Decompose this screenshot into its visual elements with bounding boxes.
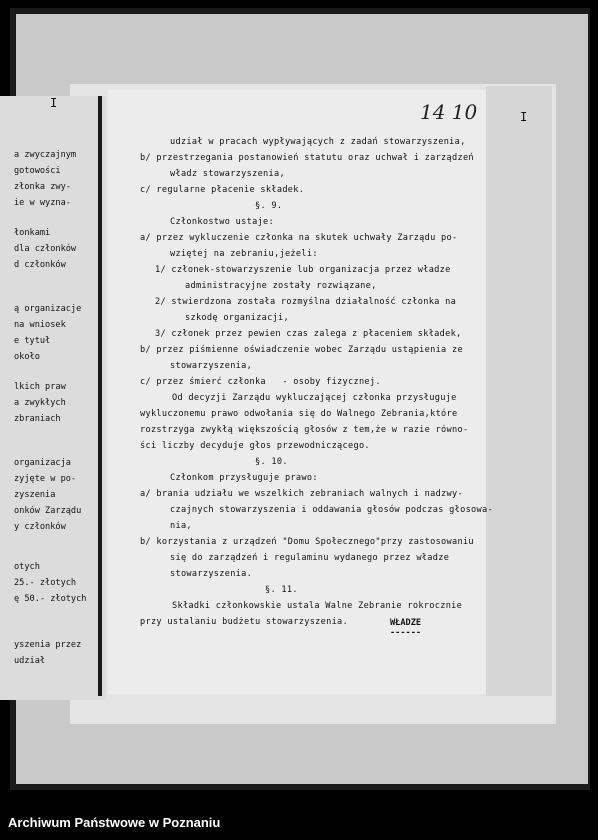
document-line: Od decyzji Zarządu wykluczającej członka przysługuje — [172, 393, 457, 403]
page-fold-line — [98, 96, 102, 696]
left-page-line: a zwyczajnym — [14, 150, 77, 160]
document-line: rozstrzyga zwykłą większością głosów z tem,że w razie równo- — [140, 425, 469, 435]
document-line: Członkom przysługuje prawo: — [170, 473, 318, 483]
left-page-line: y członków — [14, 522, 66, 532]
document-line: wziętej na zebraniu,jeżeli: — [170, 249, 318, 259]
left-page-line: ą organizacje — [14, 304, 82, 314]
left-page-line: onków Zarządu — [14, 506, 82, 516]
document-line: b/ przez piśmienne oświadczenie wobec Zarządu ustąpienia ze — [140, 345, 463, 355]
left-page-line: zbraniach — [14, 414, 61, 424]
left-page-line: organizacja — [14, 458, 71, 468]
heading-wladze: WŁADZE — [390, 618, 422, 628]
document-line: stowarzyszenia. — [170, 569, 253, 579]
document-line: się do zarządzeń i regulaminu wydanego przez władze — [170, 553, 450, 563]
document-line: szkodę organizacji, — [185, 313, 290, 323]
left-page-line: yszenia przez — [14, 640, 82, 650]
document-line: c/ przez śmierć członka - osoby fizycznej. — [140, 377, 381, 387]
document-line: administracyjne zostały rozwiązane, — [185, 281, 377, 291]
document-line: §. 9. — [255, 201, 283, 211]
left-page-line: około — [14, 352, 40, 362]
left-page-line: otych — [14, 562, 40, 572]
document-line: c/ regularne płacenie składek. — [140, 185, 305, 195]
document-line: stowarzyszenia, — [170, 361, 253, 371]
left-page-line: złonka zwy- — [14, 182, 71, 192]
side-mark-right: I — [520, 110, 528, 124]
document-line: a/ brania udziału we wszelkich zebraniach walnych i nadzwy- — [140, 489, 463, 499]
right-page-edge — [486, 86, 552, 696]
side-mark-left: I — [50, 96, 58, 110]
archive-name: Archiwum Państwowe w Poznaniu — [8, 815, 221, 830]
left-page-line: ę 50.- złotych — [14, 594, 87, 604]
document-line: §. 11. — [265, 585, 298, 595]
left-page-line: udział — [14, 656, 46, 666]
document-line: nia, — [170, 521, 192, 531]
document-line: czajnych stowarzyszenia i oddawania głosów podczas głosowa- — [170, 505, 493, 515]
document-line: b/ korzystania z urządzeń "Domu Społecznego"przy zastosowaniu — [140, 537, 474, 547]
left-page-line: łonkami — [14, 228, 51, 238]
document-line: 1/ członek-stowarzyszenie lub organizacja przez władze — [155, 265, 451, 275]
document-line: udział w pracach wypływających z zadań stowarzyszenia, — [170, 137, 466, 147]
document-line: ści liczby decyduje głos przewodniczącego. — [140, 441, 370, 451]
left-page-line: zyszenia — [14, 490, 56, 500]
document-line: Członkostwo ustaje: — [170, 217, 275, 227]
left-page-line: dla członków — [14, 244, 77, 254]
left-page-line: ie w wyzna- — [14, 198, 71, 208]
left-page-line: zyjęte w po- — [14, 474, 77, 484]
left-page-line: lkich praw — [14, 382, 66, 392]
left-page-line: e tytuł — [14, 336, 51, 346]
heading-wladze-rule: ------ — [390, 628, 422, 638]
left-page-line: na wniosek — [14, 320, 66, 330]
document-line: a/ przez wykluczenie członka na skutek uchwały Zarządu po- — [140, 233, 458, 243]
document-line: b/ przestrzegania postanowień statutu oraz uchwał i zarządzeń — [140, 153, 474, 163]
left-page-line: 25.- złotych — [14, 578, 77, 588]
document-line: przy ustalaniu budżetu stowarzyszenia. — [140, 617, 349, 627]
document-line: §. 10. — [255, 457, 288, 467]
left-page-line: gotowości — [14, 166, 61, 176]
document-line: władz stowarzyszenia, — [170, 169, 285, 179]
left-page-line: a zwykłych — [14, 398, 66, 408]
handwritten-folio-number: 14 10 — [420, 100, 478, 124]
document-line: 3/ członek przez pewien czas zalega z płaceniem składek, — [155, 329, 462, 339]
document-line: 2/ stwierdzona została rozmyślna działalność członka na — [155, 297, 457, 307]
document-line: Składki członkowskie ustala Walne Zebranie rokrocznie — [172, 601, 463, 611]
left-page-line: d członków — [14, 260, 66, 270]
document-line: wykluczonemu prawo odwołania się do Walnego Zebrania,które — [140, 409, 458, 419]
